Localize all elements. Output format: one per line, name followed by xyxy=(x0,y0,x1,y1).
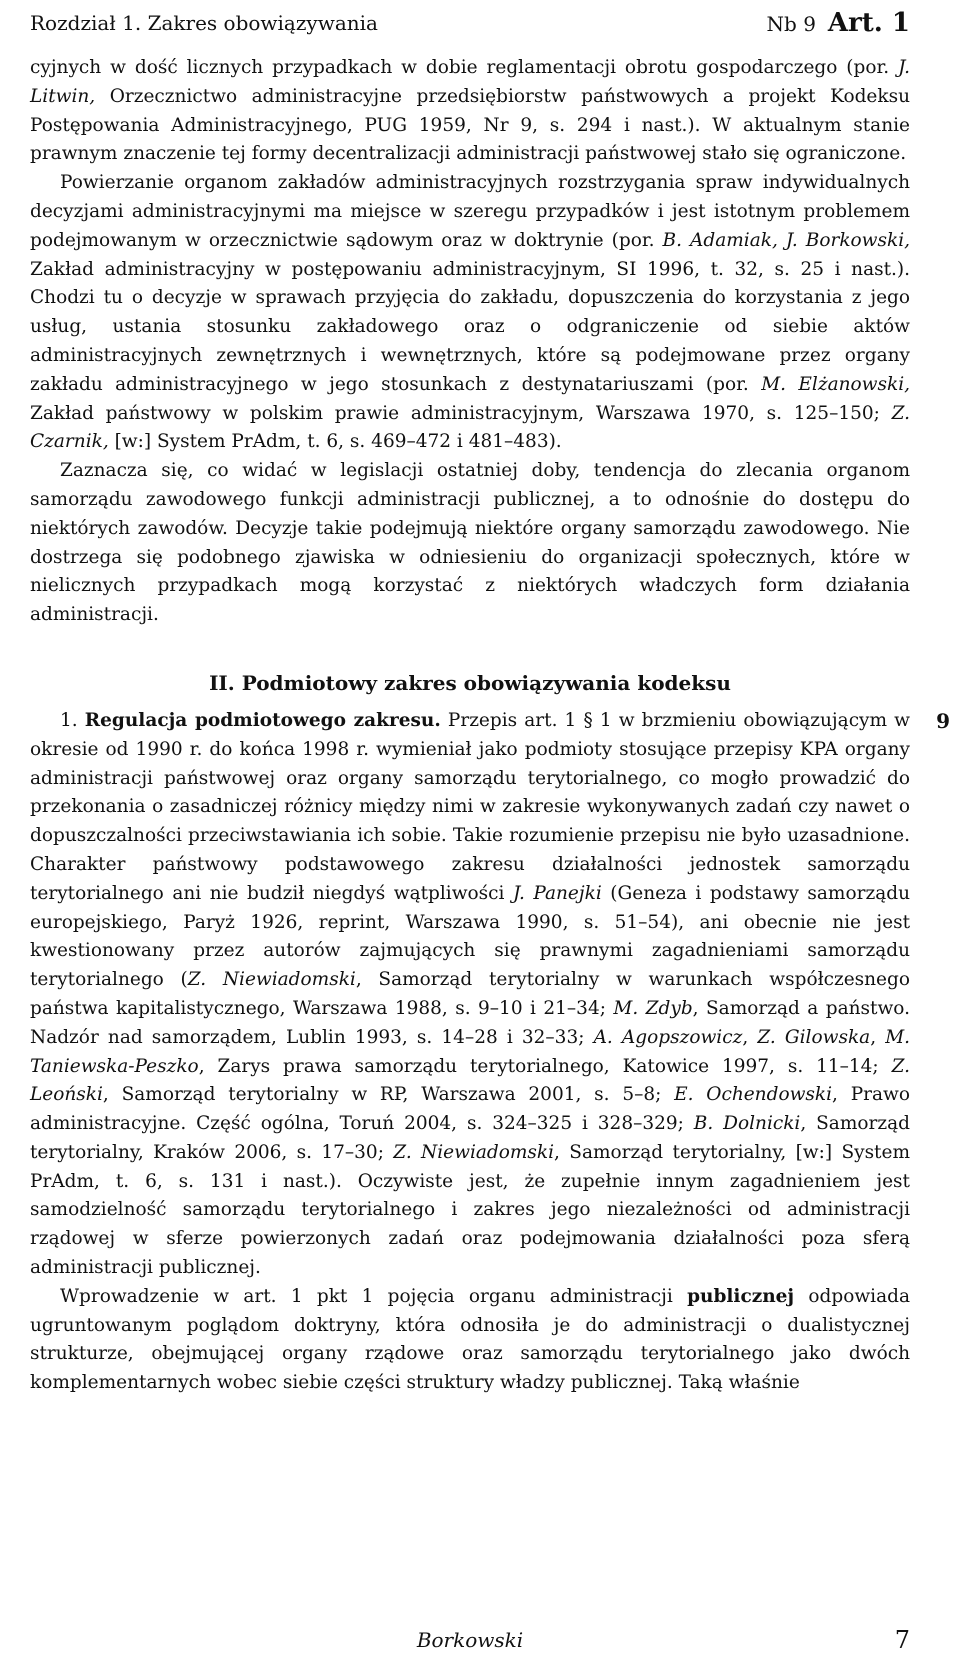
author-citation: J. Litwin, xyxy=(30,57,910,107)
text-run: , Samorząd a państwo. Nadzór nad samorządem, Lublin 1993, s. 14–28 i 32–33; xyxy=(30,997,910,1048)
chapter-title: Rozdział 1. Zakres obowiązywania xyxy=(30,11,378,35)
text-run: , Zarys prawa samorządu terytorialnego, Katowice 1997, s. 11–14; xyxy=(198,1055,892,1077)
paragraph-2 xyxy=(30,169,910,457)
margin-number: 9 xyxy=(936,708,950,733)
text-run: Wprowadzenie w art. 1 pkt 1 pojęcia organu administracji xyxy=(60,1285,688,1307)
document-body xyxy=(30,54,950,1398)
paragraph-4 xyxy=(30,707,910,1283)
paragraph-1 xyxy=(30,54,910,169)
text-run: Powierzanie organom zakładów administracyjnych rozstrzygania spraw indywidualnych decyzjami administracyjnymi ma miejsce w szeregu przypadków i jest istotnym problemem podejmowanym w orzecznictwie sądowym oraz w doktrynie (por. xyxy=(30,172,910,251)
emphasis-bold: publicznej xyxy=(687,1285,795,1307)
author-citation: Z. Niewiadomski xyxy=(187,969,356,991)
author-citation: M. Zdyb xyxy=(613,997,693,1019)
text-run: , Samorząd terytorialny w RP, Warszawa 2001, s. 5–8; xyxy=(102,1084,675,1106)
text-run: Orzecznictwo administracyjne przedsiębiorstw państwowych a projekt Kodeksu Postępowania Administracyjnego, PUG 1959, Nr 9, s. 294 i nast.). W aktualnym stanie prawnym znaczenie tej formy decentralizacji administracji państwowej stało się ograniczone. xyxy=(30,85,910,165)
author-citation: Z. Gilowska xyxy=(757,1026,871,1048)
author-citation: A. Agopszowicz xyxy=(593,1026,743,1048)
running-head xyxy=(30,6,910,40)
author-citation: Z. Leoński xyxy=(30,1055,910,1106)
page-footer xyxy=(30,1620,910,1660)
text-run: , xyxy=(742,1026,758,1048)
paragraph-5 xyxy=(30,1283,910,1398)
text-run: , Prawo administracyjne. Część ogólna, Toruń 2004, s. 324–325 i 328–329; xyxy=(30,1084,911,1135)
author-citation: Z. Czarnik, xyxy=(30,402,910,453)
margin-number-ref: Nb 9 xyxy=(766,12,816,36)
paragraph-4-wrapper xyxy=(30,707,950,1283)
author-citation: B. Dolnicki xyxy=(693,1113,801,1135)
text-run: Przepis art. 1 § 1 w brzmieniu obowiązującym w okresie od 1990 r. do końca 1998 r. wymieniał jako podmioty stosujące przepisy KPA organy administracji państwowej oraz organy samorządu terytorialnego, co mogło prowadzić do przekonania o zasadniczej różnicy między nimi w zakresie wykonywanych zadań czy nawet o dopuszczalności przeciwstawiania ich sobie. Takie rozumienie przepisu nie było uzasadnione. Charakter państwowy podstawowego zakresu działalności jednostek samorządu terytorialnego ani nie budził niegdyś wątpliwości xyxy=(30,709,910,904)
section-heading: II. Podmiotowy zakres obowiązywania kodeksu xyxy=(209,670,731,695)
text-run: , xyxy=(870,1026,886,1048)
footer-author: Borkowski xyxy=(416,1628,524,1652)
author-citation: M. Taniewska-Peszko xyxy=(30,1026,911,1077)
section-marker xyxy=(767,6,910,41)
paragraph-3: Zaznacza się, co widać w legislacji ostatniej doby, tendencja do zlecania organom samorządu zawodowego funkcji administracji publicznej, a to odnośnie do dostępu do niektórych zawodów. Decyzje takie podejmują niektóre organy samorządu zawodowego. Nie dostrzega się podobnego zjawiska w odniesieniu do organizacji społecznych, które w nielicznych przypadkach mogą korzystać z niektórych władczych form działania administracji. xyxy=(30,460,910,626)
point-number: 1. xyxy=(60,709,78,731)
text-run: [w:] System PrAdm, t. 6, s. 469–472 i 481–483). xyxy=(108,431,562,453)
author-citation: B. Adamiak, J. Borkowski, xyxy=(662,229,910,251)
author-citation: Z. Niewiadomski xyxy=(393,1141,555,1163)
text-run: , Samorząd terytorialny, Kraków 2006, s. 17–30; xyxy=(30,1113,910,1163)
text-run: , Samorząd terytorialny, [w:] System PrAdm, t. 6, s. 131 i nast.). Oczywiste jest, że zupełnie innym zagadnieniem jest samodzielność samorządu terytorialnego i zakres jego niezależności od administracji rządowej w sferze powierzonych zadań oraz podejmowania działalności poza sferą administracji publicznej. xyxy=(30,1141,910,1279)
author-citation: J. Panejki xyxy=(512,882,602,904)
text-run: (Geneza i podstawy samorządu europejskiego, Paryż 1926, reprint, Warszawa 1990, s. 51–54), ani obecnie nie jest kwestionowany przez autorów zajmujących się prawnymi zagadnieniami samorządu terytorialnego ( xyxy=(30,882,910,991)
text-run: Zakład administracyjny w postępowaniu administracyjnym, SI 1996, t. 32, s. 25 i nast.). Chodzi tu o decyzje w sprawach przyjęcia do zakładu, dopuszczenia do korzystania z jego usług, ustania stosunku zakładowego oraz o odgraniczenie od siebie aktów administracyjnych zewnętrznych i wewnętrznych, które są podejmowane przez organy zakładu administracyjnego w jego stosunkach z destynatariuszami (por. xyxy=(30,258,910,395)
page-number: 7 xyxy=(894,1626,910,1654)
text-run: , Samorząd terytorialny w warunkach współczesnego państwa kapitalistycznego, Warszawa 1988, s. 9–10 i 21–34; xyxy=(30,969,910,1019)
author-citation: E. Ochendowski xyxy=(674,1084,833,1106)
text-run: Zakład państwowy w polskim prawie administracyjnym, Warszawa 1970, s. 125–150; xyxy=(30,402,892,424)
text-run: cyjnych w dość licznych przypadkach w dobie reglamentacji obrotu gospodarczego (por. xyxy=(30,57,899,78)
article-label: Art. 1 xyxy=(827,8,910,38)
text-run: odpowiada ugruntowanym poglądom doktryny, która odnosiła je do administracji o dualistycznej strukturze, obejmującej organy rządowe oraz samorządu terytorialnego jako dwóch komplementarnych wobec siebie części struktury władzy publicznej. Taką właśnie xyxy=(30,1285,910,1394)
author-citation: M. Elżanowski, xyxy=(761,373,910,395)
point-title: Regulacja podmiotowego zakresu. xyxy=(84,709,441,731)
